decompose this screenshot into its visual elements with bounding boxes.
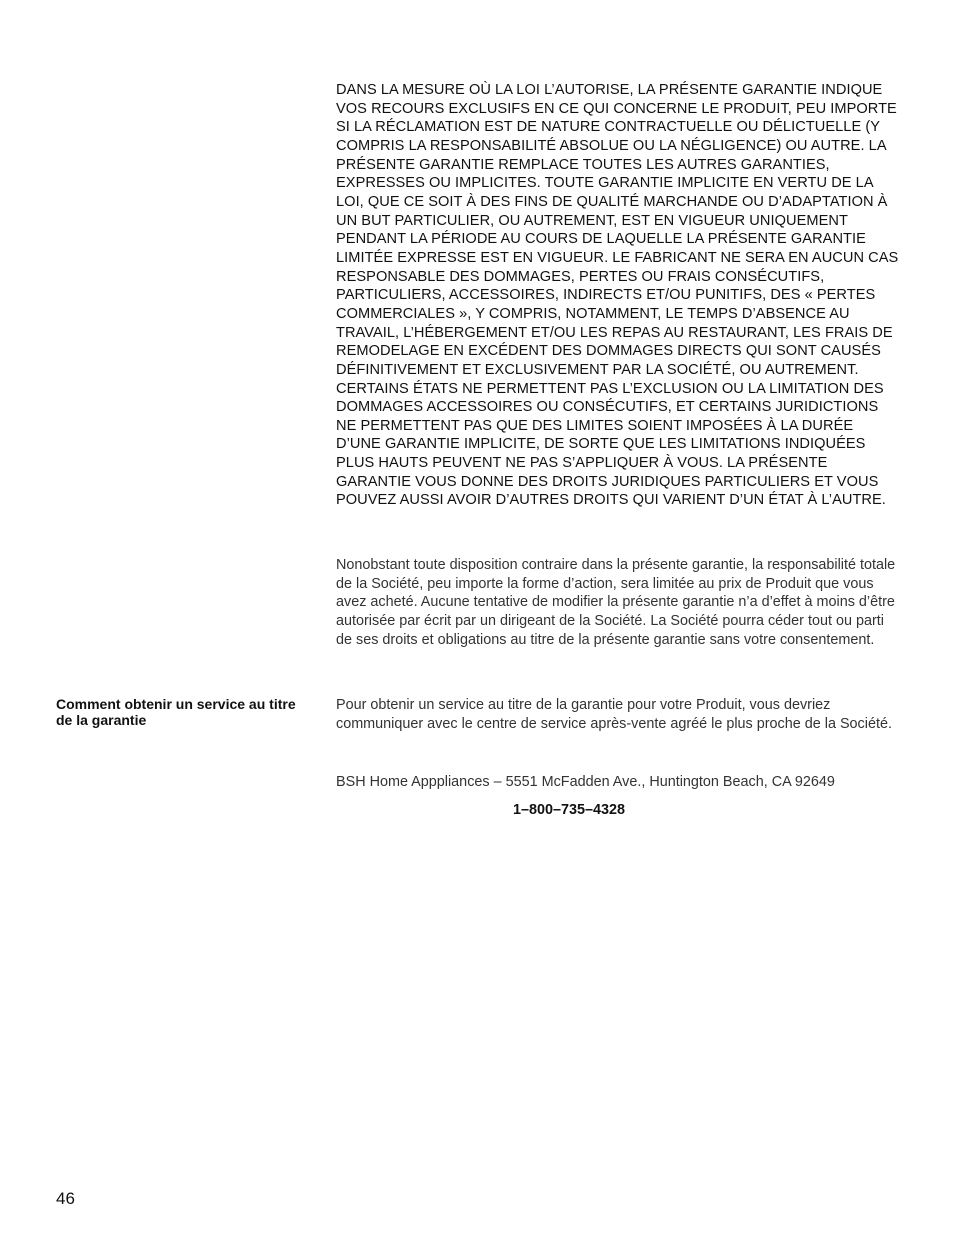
service-phone-container bbox=[336, 801, 902, 819]
liability-paragraph: Nonobstant toute disposition contraire dans la présente garantie, la responsabilité totale de la Société, peu importe la forme d’action, sera limitée au prix de Produit que vous avez acheté. Aucune tentative de modifier la présente garantie n’a d’effet à moins d’être autorisée par écrit par un dirigeant de la Société. La Société pourra céder tout ou parti de ses droits et obligations au titre de la présente garantie sans votre consentement. bbox=[336, 557, 896, 648]
service-section-heading: Comment obtenir un service au titre de la garantie bbox=[56, 696, 296, 728]
service-paragraph: Pour obtenir un service au titre de la garantie pour votre Produit, vous devriez communiquer avec le centre de service après-vente agréé le plus proche de la Société. bbox=[336, 697, 892, 732]
service-address: BSH Home Apppliances – 5551 McFadden Ave., Huntington Beach, CA 92649 bbox=[336, 774, 835, 790]
service-phone-number: 1–800–735–4328 bbox=[512, 802, 626, 818]
page-number: 46 bbox=[56, 1189, 75, 1208]
warranty-disclaimer: DANS LA MESURE OÙ LA LOI L’AUTORISE, LA PRÉSENTE GARANTIE INDIQUE VOS RECOURS EXCLUSIFS EN CE QUI CONCERNE LE PRODUIT, PEU IMPORTE SI LA RÉCLAMATION EST DE NATURE CONTRACTUELLE OU DÉLICTUELLE (Y COMPRIS LA RESPONSABILITÉ ABSOLUE OU LA NÉGLIGENCE) OU AUTRE. LA PRÉSENTE GARANTIE REMPLACE TOUTES LES AUTRES GARANTIES, EXPRESSES OU IMPLICITES. TOUTE GARANTIE IMPLICITE EN VERTU DE LA LOI, QUE CE SOIT À DES FINS DE QUALITÉ MARCHANDE OU D’ADAPTATION À UN BUT PARTICULIER, OU AUTREMENT, EST EN VIGUEUR UNIQUEMENT PENDANT LA PÉRIODE AU COURS DE LAQUELLE LA PRÉSENTE GARANTIE LIMITÉE EXPRESSE EST EN VIGUEUR. LE FABRICANT NE SERA EN AUCUN CAS RESPONSABLE DES DOMMAGES, PERTES OU FRAIS CONSÉCUTIFS, PARTICULIERS, ACCESSOIRES, INDIRECTS ET/OU PUNITIFS, DES « PERTES COMMERCIALES », Y COMPRIS, NOTAMMENT, LE TEMPS D’ABSENCE AU TRAVAIL, L’HÉBERGEMENT ET/OU LES REPAS AU RESTAURANT, LES FRAIS DE REMODELAGE EN EXCÉDENT DES DOMMAGES DIRECTS QUI SONT CAUSÉS DÉFINITIVEMENT ET EXCLUSIVEMENT PAR LA SOCIÉTÉ, OU AUTREMENT. CERTAINS ÉTATS NE PERMETTENT PAS L’EXCLUSION OU LA LIMITATION DES DOMMAGES ACCESSOIRES OU CONSÉCUTIFS, ET CERTAINS JURIDICTIONS NE PERMETTENT PAS QUE DES LIMITES SOIENT IMPOSÉES À LA DURÉE D’UNE GARANTIE IMPLICITE, DE SORTE QUE LES LIMITATIONS INDIQUÉES PLUS HAUTS PEUVENT NE PAS S’APPLIQUER À VOUS. LA PRÉSENTE GARANTIE VOUS DONNE DES DROITS JURIDIQUES PARTICULIERS ET VOUS POUVEZ AUSSI AVOIR D’AUTRES DROITS QUI VARIENT D’UN ÉTAT À L’AUTRE. bbox=[336, 82, 899, 509]
